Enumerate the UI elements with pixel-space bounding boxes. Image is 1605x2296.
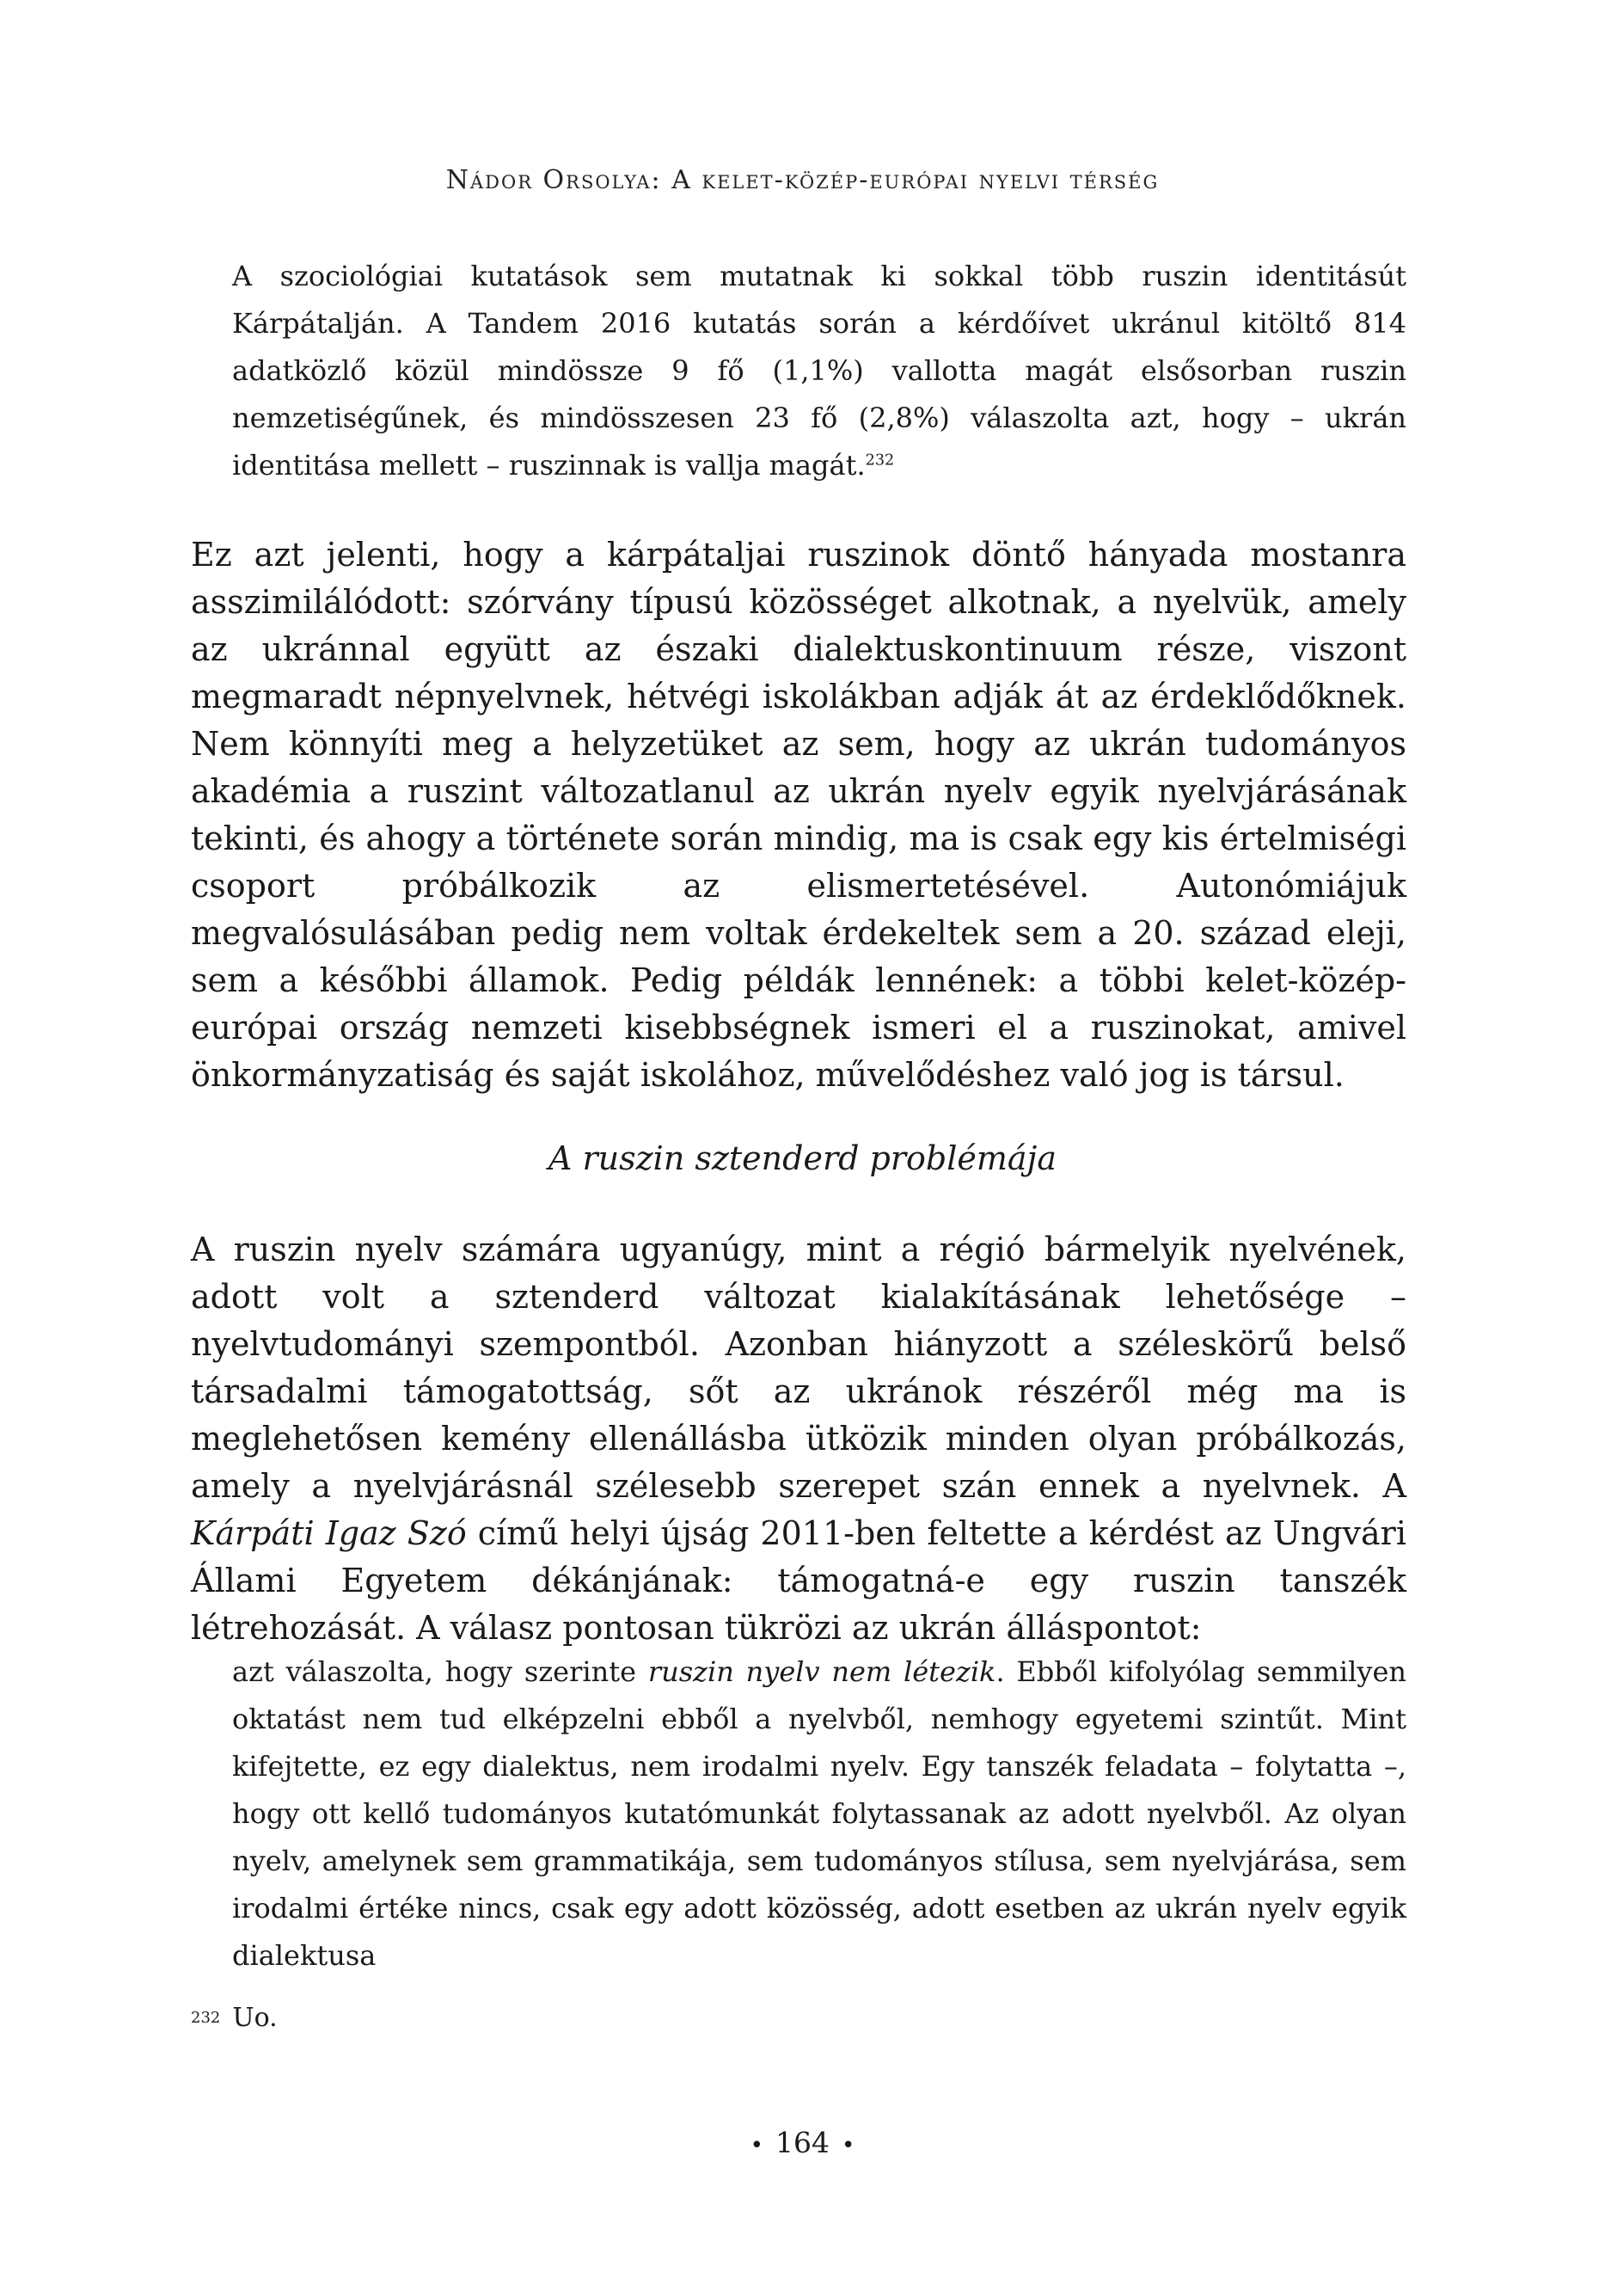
- bullet-icon: •: [842, 2133, 855, 2158]
- page-footer: [0, 2126, 1605, 2159]
- paragraph-text: A ruszin nyelv számára ugyanúgy, mint a régió bármelyik nyelvének, adott volt a sztenderd változat kialakításának lehetősége – nyelvtudományi szempontból. Azonban hiányzott a széleskörű belső társadalmi támogatottság, sőt az ukránok részéről még ma is meglehetősen kemény ellenállásba ütközik minden olyan próbálkozás, amely a nyelvjárásnál szélesebb szerepet szán ennek a nyelvnek. A: [191, 1231, 1406, 1505]
- block-quote-text: azt válaszolta, hogy szerinte: [232, 1655, 648, 1688]
- footnote: [191, 1997, 278, 2040]
- newspaper-title: Kárpáti Igaz Szó: [191, 1514, 467, 1552]
- block-quote-text: A szociológiai kutatások sem mutatnak ki sokkal több ruszin identitásút Kárpátalján. A Tandem 2016 kutatás során a kérdőívet ukránul kitöltő 814 adatközlő közül mindössze 9 fő (1,1%) vallotta magát elsősorban ruszin nemzetiségűnek, és mindösszesen 23 fő (2,8%) válaszolta azt, hogy – ukrán identitása mellett – ruszinnak is vallja magát.: [232, 260, 1406, 482]
- emphasized-quote: ruszin nyelv nem létezik: [647, 1655, 996, 1688]
- running-header: Nádor Orsolya: A kelet-közép-európai nyelvi térség: [445, 165, 1160, 195]
- block-quote-text: . Ebből kifolyólag semmilyen oktatást nem tud elképzelni ebből a nyelvből, nemhogy egyetemi szintűt. Mint kifejtette, ez egy dialektus, nem irodalmi nyelv. Egy tanszék feladata – folytatta –, hogy ott kellő tudományos kutatómunkát folytassanak az adott nyelvből. Az olyan nyelv, amelynek sem grammatikája, sem tudományos stílusa, sem nyelvjárása, sem irodalmi értéke nincs, csak egy adott közösség, adott esetben az ukrán nyelv egyik dialektusa: [232, 1655, 1407, 1972]
- footnote-reference[interactable]: 232: [865, 451, 895, 470]
- body-paragraph: Ez azt jelenti, hogy a kárpátaljai ruszinok döntő hányada mostanra asszimilálódott: szórvány típusú közösséget alkotnak, a nyelvük, amely az ukránnal együtt az északi dialektuskontinuum része, viszont megmaradt népnyelvnek, hétvégi iskolákban adják át az érdeklődőknek. Nem könnyíti meg a helyzetüket az sem, hogy az ukrán tudományos akadémia a ruszint változatlanul az ukrán nyelv egyik nyelvjárásának tekinti, és ahogy a története során mindig, ma is csak egy kis értelmiségi csoport próbálkozik az elismertetésével. Autonómiájuk megvalósulásában pedig nem voltak érdekeltek sem a 20. század eleji, sem a későbbi államok. Pedig példák lennének: a többi kelet-közép-európai ország nemzeti kisebbségnek ismeri el a ruszinokat, amivel önkormányzatiság és saját iskolához, művelődéshez való jog is társul.: [191, 536, 1406, 1094]
- page-number: 164: [775, 2126, 830, 2159]
- footnote-text: Uo.: [232, 2003, 278, 2033]
- body-paragraph: [191, 1226, 1406, 1652]
- section-heading: A ruszin sztenderd problémája: [548, 1139, 1057, 1177]
- bullet-icon: •: [750, 2133, 763, 2158]
- footnote-number: 232: [191, 2009, 221, 2027]
- block-quote-survey: [232, 253, 1406, 489]
- block-quote-dean: [232, 1648, 1406, 1980]
- paragraph-text: című helyi újság 2011-ben feltette a kérdést az Ungvári Állami Egyetem dékánjának: támogatná-e egy ruszin tanszék létrehozását. A válasz pontosan tükrözi az ukrán álláspontot:: [191, 1514, 1406, 1647]
